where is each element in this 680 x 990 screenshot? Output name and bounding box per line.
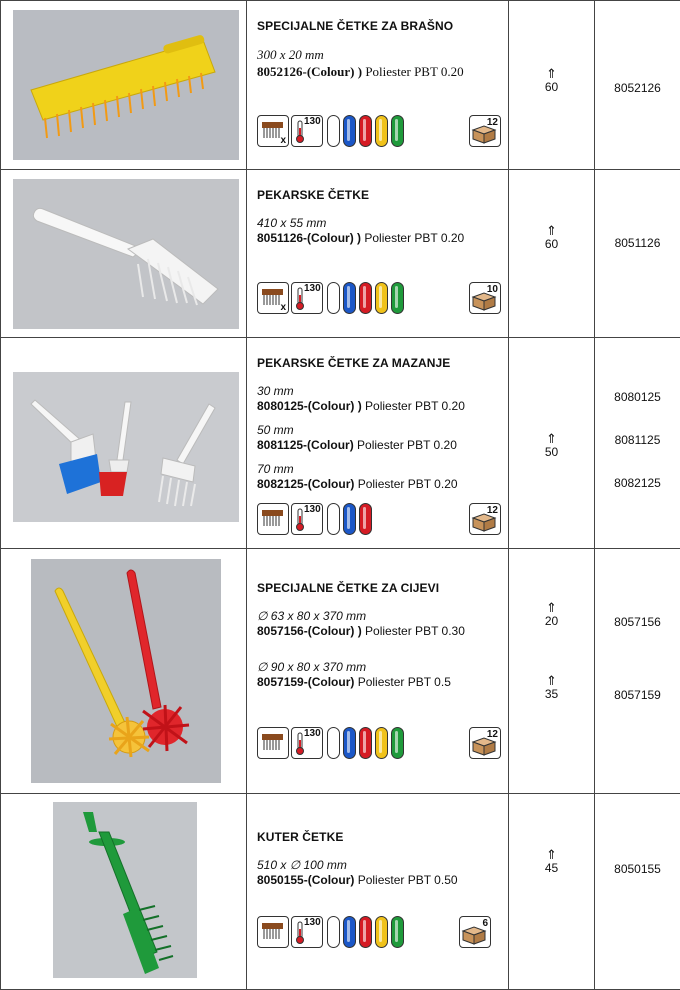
quantity-cell <box>509 1 595 170</box>
product-title: KUTER ČETKE <box>257 830 508 844</box>
product-code-label: 8080125-(Colour) ) <box>257 399 362 413</box>
product-photo-cell <box>1 170 247 338</box>
box-icon <box>459 916 491 948</box>
article-code: 8080125 <box>595 390 680 404</box>
quantity-value: 35 <box>545 687 558 701</box>
thermometer-icon <box>291 916 323 948</box>
color-yellow-swatch <box>375 727 388 759</box>
product-spec <box>257 231 508 245</box>
product-spec <box>257 477 508 491</box>
article-code: 8081125 <box>595 433 680 447</box>
quantity-cell <box>509 549 595 794</box>
up-arrow-icon: ⇑ <box>509 224 594 237</box>
box-icon <box>469 115 501 147</box>
product-row <box>1 170 680 338</box>
thermometer-icon <box>291 282 323 314</box>
product-spec <box>257 438 508 452</box>
product-dimension: 510 x ∅ 100 mm <box>257 858 508 872</box>
quantity-value: 50 <box>545 445 558 459</box>
box-icon <box>469 503 501 535</box>
flour-brush-photo <box>13 10 239 160</box>
product-spec <box>257 675 508 689</box>
up-arrow-icon: ⇑ <box>509 848 594 861</box>
product-title: SPECIJALNE ČETKE ZA BRAŠNO <box>257 19 508 33</box>
material-text: Poliester PBT 0.5 <box>354 675 451 689</box>
up-arrow-icon: ⇑ <box>509 432 594 445</box>
product-code-label: 8057159-(Colour) <box>257 675 354 689</box>
box-quantity: 12 <box>487 729 498 740</box>
quantity-cell <box>509 338 595 549</box>
no-bend-mark: x <box>280 135 286 146</box>
product-dimension: 30 mm <box>257 384 508 398</box>
up-arrow-icon: ⇑ <box>509 67 594 80</box>
product-dimension: 50 mm <box>257 423 508 437</box>
temperature-value: 130 <box>304 917 321 928</box>
color-yellow-swatch <box>375 916 388 948</box>
material-text: Poliester PBT 0.50 <box>354 873 457 887</box>
material-text: Poliester PBT 0.20 <box>362 64 464 79</box>
color-blue-swatch <box>343 916 356 948</box>
color-white-swatch <box>327 115 340 147</box>
temperature-value: 130 <box>304 728 321 739</box>
bristle-icon <box>257 503 289 535</box>
color-red-swatch <box>359 282 372 314</box>
bristle-icon <box>257 115 289 147</box>
color-white-swatch <box>327 727 340 759</box>
product-spec <box>257 624 508 638</box>
cutter-brush-photo <box>53 802 197 978</box>
product-code-label: 8052126-(Colour) ) <box>257 64 362 79</box>
up-arrow-icon: ⇑ <box>509 601 594 614</box>
article-code: 8057159 <box>595 688 680 702</box>
color-blue-swatch <box>343 115 356 147</box>
product-title: PEKARSKE ČETKE <box>257 188 508 202</box>
box-quantity: 6 <box>482 918 488 929</box>
article-code: 8050155 <box>595 862 680 876</box>
product-photo-cell <box>1 1 247 170</box>
article-code: 8052126 <box>595 81 680 95</box>
box-quantity: 12 <box>487 505 498 516</box>
product-description <box>247 794 509 990</box>
no-bend-mark: x <box>280 302 286 313</box>
product-photo-cell <box>1 549 247 794</box>
thermometer-icon <box>291 727 323 759</box>
product-title: SPECIJALNE ČETKE ZA CIJEVI <box>257 581 508 595</box>
temperature-value: 130 <box>304 283 321 294</box>
bakery-brush-photo <box>13 179 239 329</box>
product-code-label: 8082125-(Colour) <box>257 477 354 491</box>
color-white-swatch <box>327 503 340 535</box>
icon-row <box>257 916 407 948</box>
product-description <box>247 338 509 549</box>
color-green-swatch <box>391 916 404 948</box>
product-row <box>1 338 680 549</box>
quantity-value: 60 <box>545 237 558 251</box>
code-cell <box>595 794 680 990</box>
temperature-value: 130 <box>304 504 321 515</box>
product-code-label: 8057156-(Colour) ) <box>257 624 362 638</box>
up-arrow-icon: ⇑ <box>509 674 594 687</box>
thermometer-icon <box>291 115 323 147</box>
product-code-label: 8050155-(Colour) <box>257 873 354 887</box>
color-white-swatch <box>327 916 340 948</box>
product-row <box>1 1 680 170</box>
product-row <box>1 549 680 794</box>
color-green-swatch <box>391 282 404 314</box>
product-spec <box>257 399 508 413</box>
product-row <box>1 794 680 990</box>
quantity-cell <box>509 794 595 990</box>
product-description <box>247 170 509 338</box>
product-dimension: 410 x 55 mm <box>257 216 508 230</box>
color-yellow-swatch <box>375 115 388 147</box>
material-text: Poliester PBT 0.20 <box>362 399 465 413</box>
code-cell <box>595 549 680 794</box>
icon-row <box>257 282 407 314</box>
article-code: 8082125 <box>595 476 680 490</box>
product-dimension: 70 mm <box>257 462 508 476</box>
box-quantity: 12 <box>487 117 498 128</box>
article-code: 8057156 <box>595 615 680 629</box>
quantity-cell <box>509 170 595 338</box>
product-description <box>247 549 509 794</box>
icon-row <box>257 115 407 147</box>
code-cell <box>595 1 680 170</box>
material-text: Poliester PBT 0.20 <box>361 231 464 245</box>
color-green-swatch <box>391 727 404 759</box>
color-red-swatch <box>359 115 372 147</box>
thermometer-icon <box>291 503 323 535</box>
color-red-swatch <box>359 503 372 535</box>
code-cell <box>595 170 680 338</box>
bristle-icon <box>257 916 289 948</box>
material-text: Poliester PBT 0.20 <box>354 477 457 491</box>
product-dimension: ∅ 90 x 80 x 370 mm <box>257 660 508 674</box>
product-dimension: 300 x 20 mm <box>257 47 508 63</box>
product-photo-cell <box>1 794 247 990</box>
color-blue-swatch <box>343 282 356 314</box>
pipe-brush-photo <box>31 559 221 783</box>
bristle-icon <box>257 282 289 314</box>
product-dimension: ∅ 63 x 80 x 370 mm <box>257 609 508 623</box>
code-cell <box>595 338 680 549</box>
material-text: Poliester PBT 0.30 <box>362 624 465 638</box>
quantity-value: 60 <box>545 80 558 94</box>
article-code: 8051126 <box>595 236 680 250</box>
color-red-swatch <box>359 727 372 759</box>
material-text: Poliester PBT 0.20 <box>354 438 457 452</box>
color-yellow-swatch <box>375 282 388 314</box>
product-photo-cell <box>1 338 247 549</box>
box-icon <box>469 282 501 314</box>
color-red-swatch <box>359 916 372 948</box>
box-icon <box>469 727 501 759</box>
icon-row <box>257 727 407 759</box>
quantity-value: 45 <box>545 861 558 875</box>
icon-row <box>257 503 375 535</box>
product-code-label: 8081125-(Colour) <box>257 438 354 452</box>
product-code-label: 8051126-(Colour) ) <box>257 231 361 245</box>
bristle-icon <box>257 727 289 759</box>
product-description <box>247 1 509 170</box>
product-title: PEKARSKE ČETKE ZA MAZANJE <box>257 356 508 370</box>
temperature-value: 130 <box>304 116 321 127</box>
quantity-value: 20 <box>545 614 558 628</box>
pastry-brush-photo <box>13 372 239 522</box>
color-green-swatch <box>391 115 404 147</box>
product-spec <box>257 873 508 887</box>
product-spec <box>257 64 508 80</box>
color-white-swatch <box>327 282 340 314</box>
color-blue-swatch <box>343 727 356 759</box>
box-quantity: 10 <box>487 284 498 295</box>
color-blue-swatch <box>343 503 356 535</box>
